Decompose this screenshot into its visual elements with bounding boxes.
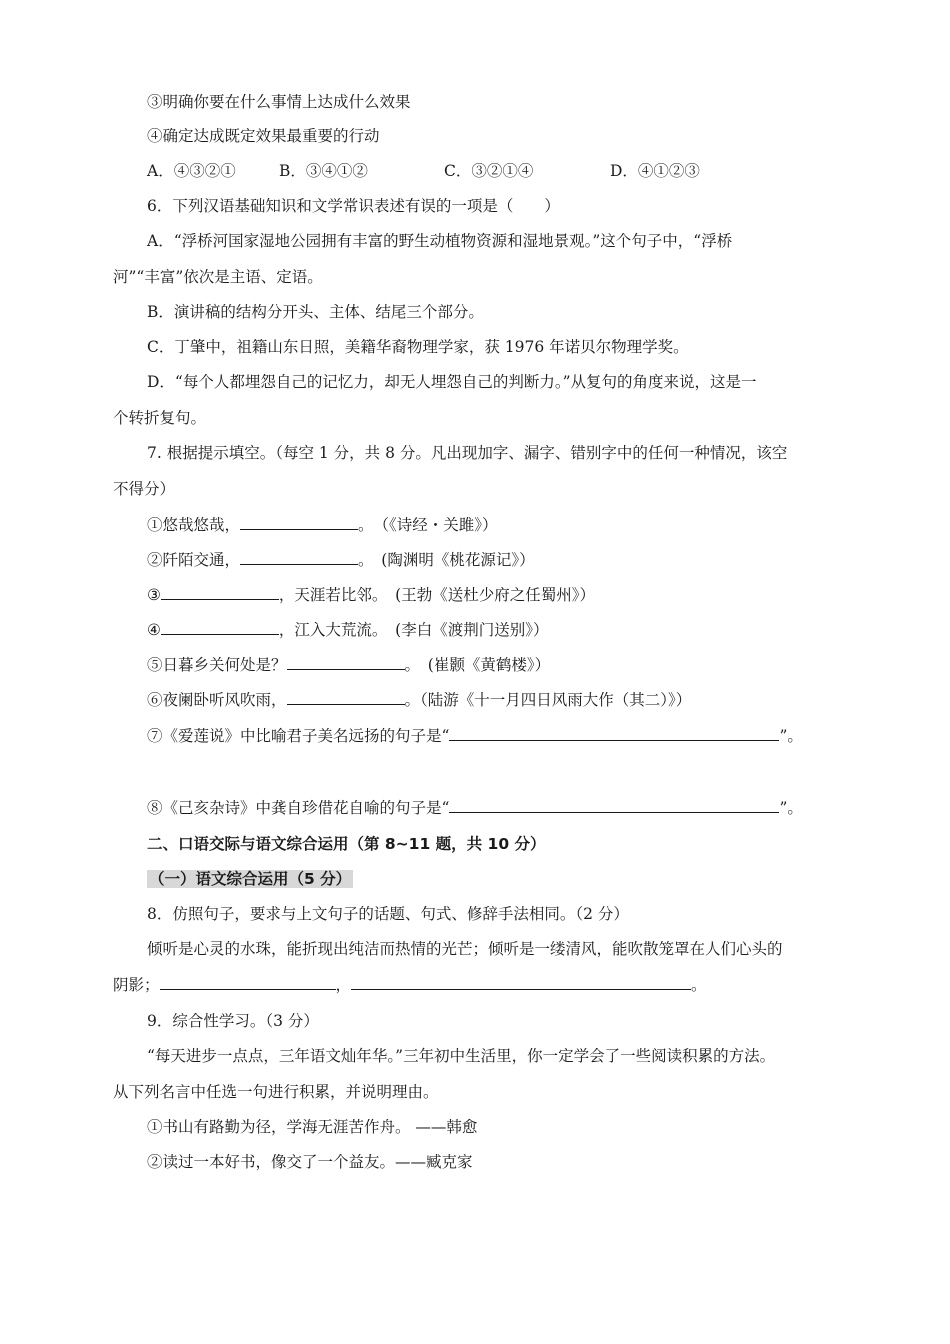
q7-item-7-prefix: ⑦《爱莲说》中比喻君子美名远扬的句子是“ — [147, 727, 450, 745]
q7-blank-8[interactable] — [449, 797, 779, 813]
q5-option-c: C．③②①④ — [444, 162, 534, 180]
q6-option-c: C．丁肇中，祖籍山东日照，美籍华裔物理学家，获 1976 年诺贝尔物理学奖。 — [147, 338, 689, 356]
q7-blank-2[interactable] — [240, 549, 358, 565]
q7-item-2-suffix: 。 (陶渊明《桃花源记》） — [358, 551, 535, 569]
q7-item-7 — [147, 725, 803, 747]
q7-item-5-prefix: ⑤日暮乡关何处是？ — [147, 656, 287, 674]
q7-blank-4[interactable] — [161, 619, 279, 635]
q9-quote-1: ①书山有路勤为径，学海无涯苦作舟。 ——韩愈 — [147, 1118, 478, 1136]
q7-blank-5[interactable] — [287, 654, 405, 670]
q7-item-4 — [147, 619, 548, 641]
q8-answer-separator: ， — [335, 976, 352, 994]
q7-item-1 — [147, 514, 498, 536]
q6-option-d-line1: D．“每个人都埋怨自己的记忆力，却无人埋怨自己的判断力。”从复句的角度来说，这是一 — [147, 373, 757, 391]
q9-quote-2: ②读过一本好书，像交了一个益友。——臧克家 — [147, 1153, 473, 1171]
q8-stem: 8．仿照句子，要求与上文句子的话题、句式、修辞手法相同。（2 分） — [147, 905, 629, 923]
q8-answer-suffix: 。 — [691, 976, 707, 994]
q7-item-1-suffix: 。 （《诗经・关雎》） — [358, 516, 498, 534]
section-2-title: 二、口语交际与语文综合运用（第 8~11 题，共 10 分） — [147, 835, 546, 853]
q5-item-3: ③明确你要在什么事情上达成什么效果 — [147, 93, 411, 111]
q8-text: 倾听是心灵的水珠，能折现出纯洁而热情的光芒；倾听是一缕清风，能吹散笼罩在人们心头的 — [147, 940, 783, 958]
q9-text-line1: “每天进步一点点，三年语文灿年华。”三年初中生活里，你一定学会了一些阅读积累的方法。 — [147, 1047, 776, 1065]
q6-option-d-line2: 个转折复句。 — [113, 409, 207, 427]
q5-option-b: B．③④①② — [279, 162, 368, 180]
q7-item-6-suffix: 。（陆游《十一月四日风雨大作（其二）》） — [404, 691, 692, 709]
q8-answer-line — [113, 974, 707, 996]
q7-item-5 — [147, 654, 550, 676]
q7-blank-6[interactable] — [287, 689, 405, 705]
q7-item-7-suffix: ”。 — [779, 727, 803, 745]
q7-item-3 — [147, 584, 595, 606]
subsection-1-title — [147, 868, 353, 890]
q8-blank-2[interactable] — [351, 974, 691, 990]
q7-item-5-suffix: 。 (崔颢《黄鹤楼》） — [404, 656, 551, 674]
q7-item-6 — [147, 689, 691, 711]
q7-blank-7[interactable] — [449, 725, 779, 741]
q7-item-3-suffix: ，天涯若比邻。 (王勃《送杜少府之任蜀州》） — [278, 586, 595, 604]
q9-text-line2: 从下列名言中任选一句进行积累，并说明理由。 — [113, 1083, 439, 1101]
q7-item-2 — [147, 549, 535, 571]
q7-item-6-prefix: ⑥夜阑卧听风吹雨， — [147, 691, 287, 709]
q6-stem: 6．下列汉语基础知识和文学常识表述有误的一项是（ ） — [147, 197, 560, 215]
q7-item-8-prefix: ⑧《己亥杂诗》中龚自珍借花自喻的句子是“ — [147, 799, 450, 817]
q7-item-3-prefix: ③ — [147, 586, 161, 604]
q7-item-1-prefix: ①悠哉悠哉， — [147, 516, 241, 534]
q7-stem-line2: 不得分） — [113, 480, 176, 498]
q7-item-4-suffix: ，江入大荒流。 (李白《渡荆门送别》） — [278, 621, 549, 639]
q7-blank-3[interactable] — [161, 584, 279, 600]
q7-item-8 — [147, 797, 803, 819]
q5-option-d: D．④①②③ — [610, 162, 700, 180]
q7-stem-line1: 7. 根据提示填空。（每空 1 分，共 8 分。凡出现加字、漏字、错别字中的任何一种情况，该空 — [147, 444, 788, 462]
q6-option-b: B．演讲稿的结构分开头、主体、结尾三个部分。 — [147, 303, 484, 321]
q9-stem: 9．综合性学习。（3 分） — [147, 1012, 319, 1030]
q5-item-4: ④确定达成既定效果最重要的行动 — [147, 127, 380, 145]
q7-item-4-prefix: ④ — [147, 621, 161, 639]
q7-item-2-prefix: ②阡陌交通， — [147, 551, 241, 569]
q5-option-a: A．④③②① — [147, 162, 236, 180]
subsection-1-label: （一）语文综合运用（5 分） — [149, 870, 352, 888]
q7-blank-1[interactable] — [240, 514, 358, 530]
q6-option-a-line2: 河”“丰富”依次是主语、定语。 — [113, 268, 323, 286]
q8-blank-1[interactable] — [160, 974, 336, 990]
q7-item-8-suffix: ”。 — [779, 799, 803, 817]
q8-answer-prefix: 阴影； — [113, 976, 160, 994]
q6-option-a-line1: A．“浮桥河国家湿地公园拥有丰富的野生动植物资源和湿地景观。”这个句子中，“浮桥 — [147, 232, 733, 250]
